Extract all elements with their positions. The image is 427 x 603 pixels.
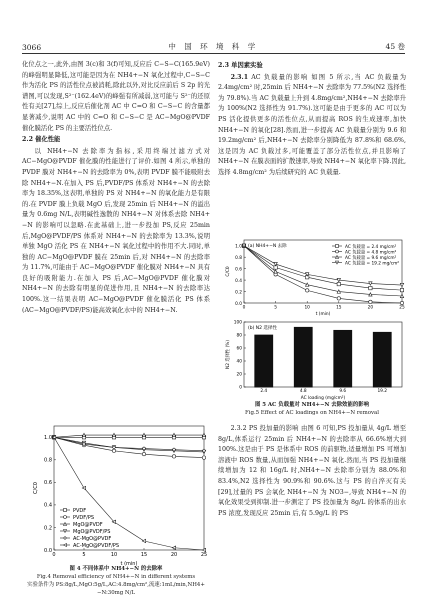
legend [332, 243, 399, 266]
volume-label: 45 卷 [385, 42, 405, 51]
figure-4-caption-en: Fig.4 Removal efficiency of NH4+−N in different systems [36, 574, 196, 580]
figure-4-chart [30, 418, 210, 566]
x-tick-label: 9.6 [339, 389, 347, 394]
figure-5-caption [218, 401, 406, 417]
x-tick-label: 0 [242, 305, 246, 311]
x-tick-label: 15 [336, 305, 342, 311]
data-point [172, 455, 175, 458]
x-axis-label: t (min) [315, 312, 331, 316]
data-point [142, 539, 145, 542]
y-tick-label: 0 [239, 385, 242, 391]
x-tick-label: 10 [304, 305, 310, 311]
y-axis-label: C/C0 [226, 266, 231, 277]
figure-4-caption-cn: 图 4 不同体系中 NH4+−N 的去除率 [69, 566, 163, 572]
paragraph-catalytic-performance: 以 NH4+−N 去除率为指标,采用终端过滤方式对 AC−MgO@PVDF 催化膜的性能进行了评价.如图 4 所示,单独的 PVDF 膜对 NH4+−N 的去除率为 0%,表明 PVDF 膜不能吸附去除 NH4+−N.在加入 PS 后,PVDF/PS 体系对 NH4+−N 的去除率为 18.35%,这表明,单独的 PS 对 NH4+−N 的氧化能力是有限的.在 PVDF 膜上负载 MgO 后,发现 25min 后 NH4+−N 的溢出量为 0.6mg N/L,表明碱性逸散的 NH4+−N 对体系去除 NH4+−N 的影响可以忽略.在此基础上,进一步投加 PS,反应 25min 后,MgO@PVDF/PS 体系对 NH4+−N 的去除率为 13.3%,说明单独 MgO 活化 PS 在 NH4+−N 氧化过程中的作用不大.同时,单独的 AC−MgO@PVDF 膜在 25min 后,对 NH4+−N 的去除率为 11.7%,可能由于 AC−MgO@PVDF 催化膜对 NH4+−N 具有良好的吸附能力.在加入 PS 后,AC−MgO@PVDF 催化膜对 NH4+−N 的去除有明显的促进作用,且 NH4+−N 的去除率达 100%.这一结果表明 AC−MgO@PVDF 催化膜活化 PS 体系(AC−MgO@PVDF/PS)能高效氧化水中的 NH4+−N. [22, 147, 210, 314]
legend-marker [64, 516, 67, 519]
x-tick-label: 10 [110, 552, 118, 558]
data-point [400, 288, 403, 291]
legend-label: AC 负载量 = 4.8 mg/cm² [345, 250, 397, 256]
legend-label: AC 负载量 = 9.6 mg/cm² [345, 255, 397, 261]
left-column [22, 60, 210, 316]
header-rule [22, 53, 405, 54]
paragraph-ac-loading-text: AC 负载量的影响 如图 5 所示,当 AC 负载量为 2.4mg/cm² 时,25min 后 NH4+−N 去除率为 77.5%(N2 选择性为 79.8%).当 AC 负载量上升到 4.8mg/cm²,NH4+−N 去除率升为 100%(N2 选择性为 91.7%).这可能是由于更多的 AC 可以为 PS 活化提供更多的活性位点,从而提高 ROS 的生成速率,加快 NH4+−N 的氧化[28].然而,进一步提高 AC 负载量分别为 9.6 和 19.2mg/cm² 后,NH4+−N 去除率分别降低为 87.8%和 68.6%,这是因为 AC 负载过多,可能覆盖了部分活性位点,并且影响了 NH4+−N 在膜表面的扩散速率,导致 NH4+−N 氧化率下降.因此,选择 4.8mg/cm² 为后续研究的 AC 负载量. [218, 73, 406, 176]
y-tick-label: 0.8 [44, 457, 52, 464]
series-0 [52, 436, 205, 439]
x-tick-label: 19.2 [377, 389, 388, 394]
legend-label: MgO@PVDF/PS [73, 528, 111, 535]
legend-marker [64, 523, 67, 526]
paragraph-ac-loading [218, 73, 406, 179]
legend-marker [64, 509, 67, 512]
y-tick-label: 0.2 [44, 525, 52, 532]
panel-a-label: (a) NH4+−N 去除 [248, 244, 287, 249]
y-tick-label: 0.4 [44, 502, 52, 509]
data-point [202, 456, 205, 459]
data-point [369, 300, 372, 303]
y-tick-label: 0.0 [235, 301, 242, 307]
bar [334, 330, 352, 387]
x-tick-label: 25 [200, 552, 208, 558]
x-axis-label: AC loading (mg/cm²) [300, 396, 346, 400]
data-point [369, 286, 372, 289]
paragraph-intro: 化位点之一,此外,由图 3(c)和 3(f)可知,反应后 C−S−C(165.9eV)的峰强明显降低,这可能是因为在 NH4+−N 氧化过程中,C−S−C 作为活化 PS 的活性位点被消耗,除此以外,对比反应前后 S 2p 的光谱图,可以发现,S²⁻(162.4eV)的峰强有所减弱,这可能与 S²⁻的还原性有关[27],综上,反应后催化剂 AC 中 C=O 和 C−S−C 的含量都显著减少,说明 AC 中的 C=O 和 C−S−C 是 AC−MgO@PVDF 催化膜活化 PS 的主要活性位点. [22, 61, 210, 132]
bar [255, 335, 273, 387]
y-tick-label: 1.0 [44, 435, 52, 442]
x-tick-label: 15 [140, 552, 148, 558]
legend-label: AC 负载量 = 2.4 mg/cm² [345, 244, 397, 250]
paragraph-ps-dosage: 2.3.2 PS 投加量的影响 由图 6 可知,PS 投加量从 4g/L 增至 8g/L,体系运行 25min 后 NH4+−N 的去除率从 66.6%增大到 100%.这是由于 PS 是体系中 ROS 的前驱物,适量增加 PS 可增加溶液中 ROS 数量,从而加强 NH4+−N 氧化.然而,当 PS 投加量继续增加为 12 和 16g/L 时,NH4+−N 去除率分别为 88.0%和 83.4%,N2 选择性为 90.9%和 90.6%.这与 PS 的自淬灭有关[29],过量的 PS 会氧化 NH4+−N 为 NO3−,导致 NH4+−N 的氧化效果受到抑制.进一步测定了 PS 投加量为 8g/L 的体系的出水 PS 浓度,发现反应 25min 后,有 5.9g/L 的 PS [218, 425, 406, 517]
legend-label: AC-MgO@PVDF [73, 535, 112, 542]
y-tick-label: 80 [236, 333, 242, 339]
figure-5b-chart [222, 318, 406, 400]
legend-label: PVDF [73, 507, 87, 514]
bar [373, 332, 391, 387]
x-axis-label: t (min) [120, 561, 138, 566]
x-tick-label: 20 [170, 552, 178, 558]
figure-4-caption [22, 565, 210, 597]
legend-marker [64, 537, 67, 540]
subsection-number-2-3-1: 2.3.1 [230, 73, 249, 81]
data-point [142, 452, 145, 455]
legend-marker [336, 245, 339, 248]
series-4 [52, 436, 205, 453]
legend-label: PVDF/PS [73, 514, 95, 521]
legend-marker [64, 544, 67, 547]
section-heading-2-3: 2.3 单因素实验 [218, 62, 263, 69]
y-tick-label: 0.6 [44, 480, 52, 487]
figure-5-caption-cn: 图 5 AC 负载量对 NH4+−N 去除效能的影响 [254, 402, 370, 408]
y-tick-label: 1.0 [235, 244, 242, 250]
page-number: 3066 [22, 43, 42, 52]
y-axis-label: C/C0 [33, 482, 39, 494]
legend [60, 508, 119, 549]
data-point [306, 289, 309, 292]
y-tick-label: 100 [233, 320, 242, 326]
data-point [400, 301, 403, 304]
figure-5-caption-en: Fig.5 Effect of AC loadings on NH4+−N removal [245, 410, 379, 416]
y-tick-label: 20 [236, 372, 242, 378]
y-tick-label: 0.6 [235, 267, 242, 273]
x-tick-label: 5 [82, 552, 86, 558]
y-tick-label: 60 [236, 346, 242, 352]
series-2 [52, 433, 205, 439]
right-column [218, 60, 406, 179]
y-tick-label: 0.4 [235, 278, 242, 284]
series-1 [52, 436, 205, 460]
y-tick-label: 0.0 [44, 547, 52, 554]
series-line [54, 435, 204, 437]
data-point [274, 262, 277, 265]
y-axis-label: N2 选择性 (%) [226, 339, 231, 370]
legend-label: AC-MgO@PVDF/PS [73, 542, 120, 549]
legend-marker [336, 250, 339, 253]
x-tick-label: 20 [367, 305, 374, 311]
legend-marker [336, 261, 339, 264]
y-tick-label: 0.8 [235, 255, 242, 261]
legend-label: AC 负载量 = 19.2 mg/cm² [345, 261, 400, 267]
x-tick-label: 2.4 [260, 389, 268, 394]
panel-b-label: (b) N2 选择性 [248, 326, 277, 331]
x-tick-label: 5 [274, 305, 277, 311]
data-point [337, 297, 340, 300]
figure-5a-chart [222, 236, 406, 316]
y-tick-label: 0.2 [235, 290, 242, 296]
page-header [22, 40, 405, 52]
x-tick-label: 0 [52, 552, 56, 558]
journal-title: 中 国 环 境 科 学 [168, 42, 259, 51]
legend-marker [64, 530, 67, 533]
series-line [54, 437, 204, 457]
figure-4-conditions: 实验条件为 PS:8g/L,MgO:5g/L,AC:4.8mg/cm²,流速:1mL/min,NH4+−N:30mg N/L [27, 582, 205, 596]
data-point [82, 486, 85, 489]
y-tick-label: 40 [236, 359, 242, 365]
data-point [337, 282, 340, 285]
section-heading-2-2: 2.2 催化性能 [22, 136, 61, 144]
bar [294, 327, 312, 387]
x-tick-label: 25 [399, 305, 405, 311]
series-3 [52, 436, 205, 454]
x-tick-label: 4.8 [299, 389, 307, 394]
legend-marker [336, 256, 339, 259]
right-column-continued [218, 424, 406, 519]
legend-label: MgO@PVDF [73, 521, 103, 528]
